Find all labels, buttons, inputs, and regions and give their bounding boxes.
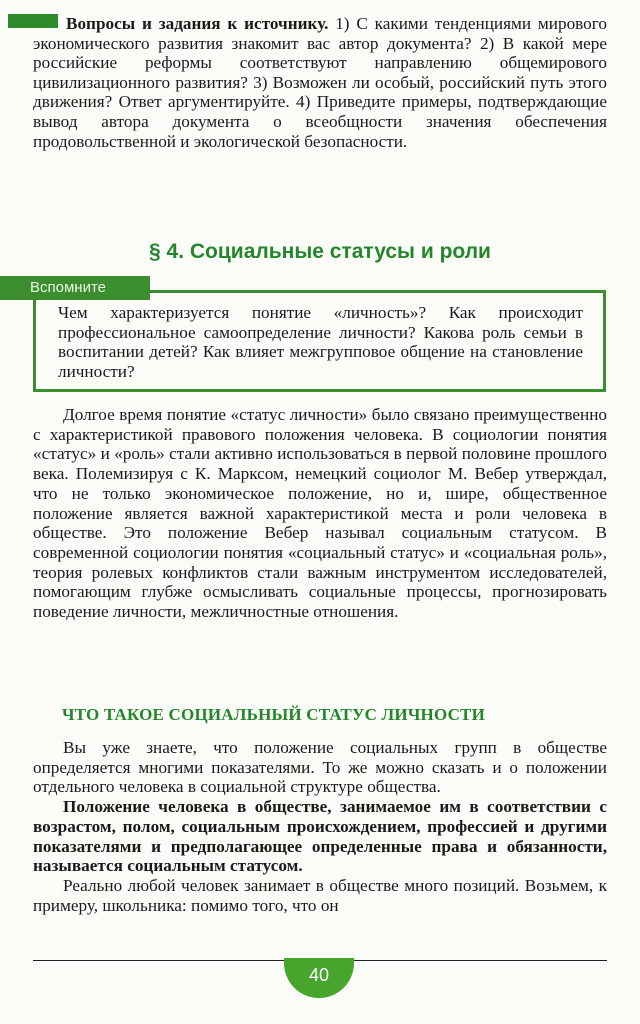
section-title: § 4. Социальные статусы и роли — [149, 240, 491, 263]
subsection-paragraph-3: Реально любой человек занимает в обществе много позиций. Возьмем, к примеру, школьника: помимо того, что он — [33, 875, 607, 915]
source-questions-text: 1) С какими тенденциями мирового экономического развития знакомит вас автор документа? 2) В какой мере российские реформы соответствуют направлению общемирового цивилизационного развития? 3) Возможен ли особый, российский путь этого движения? Ответ аргументируйте. 4) Приведите примеры, подтверждающие вывод автора документа о всеобщности значения обеспечения продовольственной и экологической безопасности. — [33, 14, 607, 151]
source-questions — [33, 14, 607, 151]
intro-paragraph: Долгое время понятие «статус личности» было связано преимущественно с характеристикой правового положения человека. В социологии понятия «статус» и «роль» стали активно использоваться в первой половине прошлого века. Полемизируя с К. Марксом, немецкий социолог М. Вебер утверждал, что не только экономическое положение, но и, шире, общественное положение является важной характеристикой места и роли человека в обществе. Это положение Вебер называл социальным статусом. В современной социологии понятия «социальный статус» и «социальная роль», теория ролевых конфликтов стали важным инструментом исследователей, помогающим глубже осмысливать социальные процессы, прогнозировать поведение личности, межличностные отношения. — [33, 405, 607, 622]
subsection-heading: ЧТО ТАКОЕ СОЦИАЛЬНЫЙ СТАТУС ЛИЧНОСТИ — [62, 705, 486, 724]
remember-box — [33, 290, 606, 392]
intro-text — [33, 405, 607, 622]
green-marker-bar — [8, 14, 58, 28]
remember-tab: Вспомните — [0, 276, 150, 300]
page-number: 40 — [284, 958, 354, 998]
source-questions-title: Вопросы и задания к источнику. — [66, 14, 329, 33]
subsection-text — [33, 738, 607, 915]
subsection-paragraph-1: Вы уже знаете, что положение социальных групп в обществе определяется многими показателями. То же можно сказать и о положении отдельного человека в социальной структуре общества. — [33, 738, 607, 797]
remember-text: Чем характеризуется понятие «личность»? Как происходит профессиональное самоопределение личности? Какова роль семьи в воспитании детей? Как влияет межгрупповое общение на становление личности? — [58, 303, 583, 381]
definition-paragraph: Положение человека в обществе, занимаемое им в соответствии с возрастом, полом, социальным происхождением, профессией и другими показателями и предполагающее определенные права и обязанности, называется социальным статусом. — [33, 797, 607, 876]
